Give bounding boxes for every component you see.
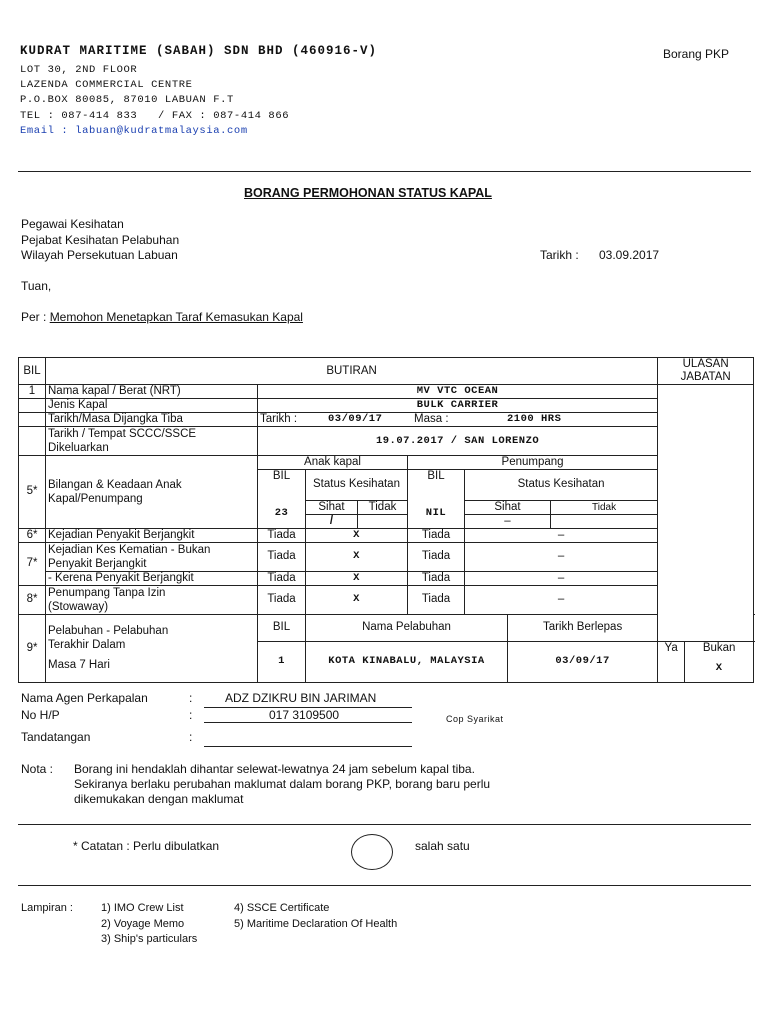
address-line: P.O.BOX 80085, 87010 LABUAN F.T xyxy=(20,94,234,106)
infected-bukan-mark: X xyxy=(685,656,754,682)
ship-type: BULK CARRIER xyxy=(258,399,658,413)
ship-name: MV VTC OCEAN xyxy=(258,385,658,399)
crew-tidak-label: Tidak xyxy=(358,500,408,514)
row-label-line: Masa 7 Hari xyxy=(48,659,110,671)
crew-count: 23 xyxy=(258,500,306,528)
arrival-date: 03/09/17 xyxy=(328,413,383,425)
crew-sihat-label: Sihat xyxy=(306,500,358,514)
divider xyxy=(18,885,751,886)
port-bil-header: BIL xyxy=(258,614,306,641)
agent-hp: 017 3109500 xyxy=(269,708,340,722)
header-butiran: BUTIRAN xyxy=(46,358,658,385)
row-label-line: Dikeluarkan xyxy=(48,442,109,454)
r7b-d: – xyxy=(465,571,658,585)
row-bil: 8* xyxy=(19,585,46,614)
recipient-line: Pejabat Kesihatan Pelabuhan xyxy=(21,233,180,247)
r7b-b: X xyxy=(306,571,408,585)
nota-line: dikemukakan dengan maklumat xyxy=(74,792,244,806)
crew-sihat-mark: / xyxy=(306,514,358,528)
lampiran-label: Lampiran : xyxy=(21,902,73,914)
row-label: Jenis Kapal xyxy=(46,399,258,413)
colon: : xyxy=(189,708,193,722)
ulasan-cell xyxy=(658,385,754,642)
colon: : xyxy=(189,730,193,744)
divider xyxy=(18,824,751,825)
row-label-line: Penumpang Tanpa Izin xyxy=(48,586,166,599)
row-bil: 7* xyxy=(19,542,46,585)
status-table xyxy=(18,357,754,683)
r8-b: X xyxy=(306,585,408,614)
lampiran-item: 5) Maritime Declaration Of Health xyxy=(234,918,398,930)
lampiran-item: 4) SSCE Certificate xyxy=(234,902,330,914)
r8-a: Tiada xyxy=(258,585,306,614)
sscc-value: 19.07.2017 / SAN LORENZO xyxy=(258,427,658,456)
circle-marker xyxy=(351,834,393,870)
address-line: LAZENDA COMMERCIAL CENTRE xyxy=(20,79,193,91)
crew-bil-label: BIL xyxy=(258,470,306,501)
r7b-a: Tiada xyxy=(258,571,306,585)
row-bil: 9* xyxy=(19,614,46,682)
colon: : xyxy=(189,691,193,705)
subject xyxy=(21,310,303,324)
infected-ya-label: Ya xyxy=(658,641,685,656)
r7-d: – xyxy=(465,542,658,571)
departure-header: Tarikh Berlepas xyxy=(508,614,658,641)
address-line: TEL : 087-414 833 / FAX : 087-414 866 xyxy=(20,110,290,122)
row-bil: 1 xyxy=(19,385,46,399)
pax-status-label: Status Kesihatan xyxy=(465,470,658,501)
arrival-time: 2100 HRS xyxy=(507,413,562,425)
agent-hp-label: No H/P xyxy=(21,708,60,722)
subject-text: Memohon Menetapkan Taraf Kemasukan Kapal xyxy=(49,310,303,324)
pax-header: Penumpang xyxy=(408,456,658,470)
r7-a: Tiada xyxy=(258,542,306,571)
pax-tidak-label: Tidak xyxy=(551,500,658,514)
row-label xyxy=(46,427,258,456)
departure-date: 03/09/17 xyxy=(508,641,658,682)
lampiran-item: 1) IMO Crew List xyxy=(101,902,184,914)
row-label: Nama kapal / Berat (NRT) xyxy=(46,385,258,399)
form-title: BORANG PERMOHONAN STATUS KAPAL xyxy=(244,186,492,200)
catatan-text: * Catatan : Perlu dibulatkan xyxy=(73,839,220,853)
pax-sihat-label: Sihat xyxy=(465,500,551,514)
salutation: Tuan, xyxy=(21,279,52,293)
field-underline xyxy=(204,722,412,723)
row-bil: 5* xyxy=(19,456,46,529)
crew-status-label: Status Kesihatan xyxy=(306,470,408,501)
lampiran-item: 3) Ship's particulars xyxy=(101,933,198,945)
row-label-line: Pelabuhan - Pelabuhan xyxy=(48,625,169,637)
r6-c: Tiada xyxy=(408,528,465,542)
recipient-line: Wilayah Persekutuan Labuan xyxy=(21,248,178,262)
catatan-suffix: salah satu xyxy=(415,839,470,853)
port-row-bil: 1 xyxy=(258,641,306,682)
r6-a: Tiada xyxy=(258,528,306,542)
subject-prefix: Per : xyxy=(21,310,47,324)
r6-d: – xyxy=(465,528,658,542)
row-label: Tarikh/Masa Dijangka Tiba xyxy=(46,413,258,427)
row-label-line: Penyakit Berjangkit xyxy=(48,557,147,570)
company-name: KUDRAT MARITIME (SABAH) SDN BHD (460916-V) xyxy=(20,44,378,58)
nota-line: Sekiranya berlaku perubahan maklumat dalam borang PKP, borang baru perlu xyxy=(74,777,491,791)
form-code: Borang PKP xyxy=(663,47,730,61)
pax-sihat-mark: – xyxy=(465,514,551,528)
r7b-c: Tiada xyxy=(408,571,465,585)
r8-c: Tiada xyxy=(408,585,465,614)
row-label-line: Tarikh / Tempat SCCC/SSCE xyxy=(48,428,197,440)
row-label-line: (Stowaway) xyxy=(48,600,109,613)
pax-bil-label: BIL xyxy=(408,470,465,501)
row-label-line: Kejadian Kes Kematian - Bukan xyxy=(48,543,211,556)
header-bil: BIL xyxy=(19,358,46,385)
row-label: Kejadian Penyakit Berjangkit xyxy=(46,528,258,542)
r7-b: X xyxy=(306,542,408,571)
arrival-cell xyxy=(258,413,658,427)
port-name-header: Nama Pelabuhan xyxy=(306,614,508,641)
nota-label: Nota : xyxy=(21,762,54,776)
arrival-time-label: Masa : xyxy=(414,413,449,425)
r8-d: – xyxy=(465,585,658,614)
date-label: Tarikh : xyxy=(540,248,579,262)
infected-bukan-label: Bukan xyxy=(685,641,754,656)
row-label xyxy=(46,585,258,614)
recipient-line: Pegawai Kesihatan xyxy=(21,217,124,231)
lampiran-item: 2) Voyage Memo xyxy=(101,918,185,930)
date-value: 03.09.2017 xyxy=(599,248,660,262)
signature-label: Tandatangan xyxy=(21,730,91,744)
row-label xyxy=(46,614,258,682)
r6-b: X xyxy=(306,528,408,542)
divider xyxy=(18,171,751,172)
row-label-line: Terakhir Dalam xyxy=(48,639,126,651)
arrival-date-label: Tarikh : xyxy=(260,413,298,425)
r7-c: Tiada xyxy=(408,542,465,571)
company-email[interactable]: Email : labuan@kudratmalaysia.com xyxy=(20,125,248,137)
agent-name-label: Nama Agen Perkapalan xyxy=(21,691,148,705)
company-stamp-label: Cop Syarikat xyxy=(446,714,504,724)
crew-header: Anak kapal xyxy=(258,456,408,470)
header-ulasan: ULASAN JABATAN xyxy=(658,358,754,385)
row-label: - Kerena Penyakit Berjangkit xyxy=(46,571,258,585)
nota-line: Borang ini hendaklah dihantar selewat-lewatnya 24 jam sebelum kapal tiba. xyxy=(74,762,475,776)
pax-count: NIL xyxy=(408,500,465,528)
row-label xyxy=(46,542,258,571)
address-line: LOT 30, 2ND FLOOR xyxy=(20,64,138,76)
row-label: Bilangan & Keadaan Anak Kapal/Penumpang xyxy=(46,456,258,529)
row-bil: 6* xyxy=(19,528,46,542)
agent-name: ADZ DZIKRU BIN JARIMAN xyxy=(225,691,377,705)
port-name: KOTA KINABALU, MALAYSIA xyxy=(306,641,508,682)
signature-line xyxy=(204,746,412,747)
